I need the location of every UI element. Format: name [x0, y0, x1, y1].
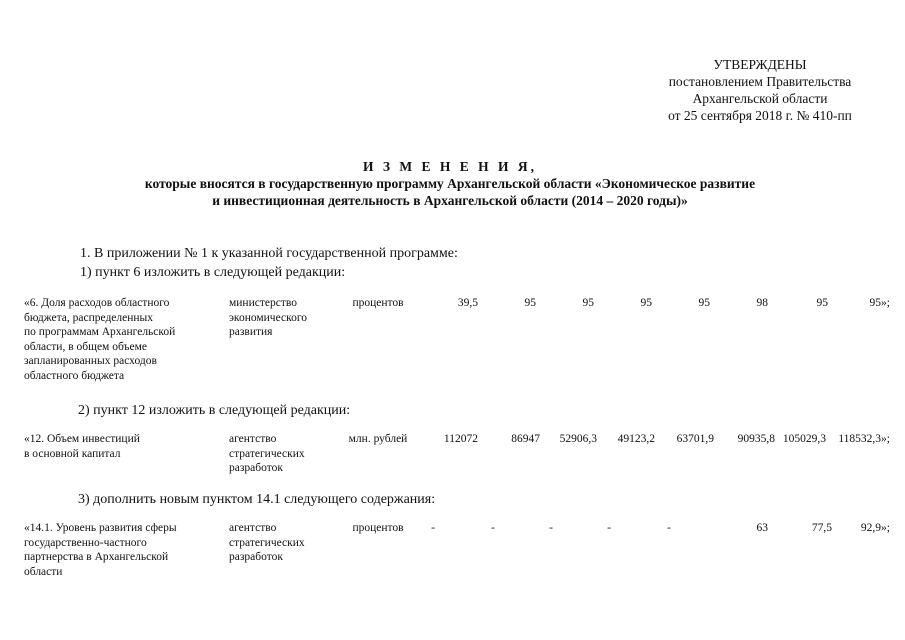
- row-value: 118532,3»;: [838, 433, 890, 445]
- row-name: «12. Объем инвестиций в основной капитал: [24, 433, 140, 460]
- title-subtitle: и инвестиционная деятельность в Архангельской области (2014 – 2020 годы)»: [212, 193, 688, 208]
- row-value: 63701,9: [676, 433, 714, 445]
- paragraph-sub-3: 3) дополнить новым пунктом 14.1 следующего содержания:: [78, 492, 436, 507]
- row-value: 92,9»;: [860, 522, 890, 534]
- row-value: 112072: [443, 433, 478, 445]
- row-value: 86947: [511, 433, 540, 445]
- paragraph-sub-1: 1) пункт 6 изложить в следующей редакции:: [80, 265, 346, 280]
- row-name: «6. Доля расходов областного бюджета, распределенных по программам Архангельской области, в общем объеме запланированных расходов областного бюджета: [24, 297, 176, 382]
- row-responsible: министерство экономического развития: [229, 297, 308, 339]
- paragraph-item-1: 1. В приложении № 1 к указанной государственной программе:: [80, 246, 458, 261]
- row-value: 95: [524, 297, 536, 309]
- row-value: 95: [640, 297, 652, 309]
- row-responsible: агентство стратегических разработок: [229, 433, 305, 475]
- row-value: 63: [756, 522, 768, 534]
- row-unit: млн. рублей: [348, 433, 408, 445]
- row-value: 95: [816, 297, 828, 309]
- title-subtitle: которые вносятся в государственную программу Архангельской области «Экономическое развитие: [144, 176, 756, 191]
- row-value: -: [431, 522, 435, 534]
- row-value: 105029,3: [782, 433, 826, 445]
- row-unit: процентов: [352, 297, 404, 309]
- row-value: 77,5: [811, 522, 832, 534]
- row-value: -: [491, 522, 495, 534]
- row-responsible: агентство стратегических разработок: [229, 522, 305, 564]
- approval-date: от 25 сентября 2018 г. № 410-пп: [668, 108, 852, 123]
- row-value: 95: [698, 297, 710, 309]
- row-value: 98: [756, 297, 768, 309]
- row-value: -: [607, 522, 611, 534]
- row-value: 95»;: [869, 297, 890, 309]
- row-name: «14.1. Уровень развития сферы государственно-частного партнерства в Архангельской области: [24, 522, 177, 578]
- row-unit: процентов: [352, 522, 404, 534]
- row-value: -: [549, 522, 553, 534]
- row-value: 39,5: [457, 297, 478, 309]
- row-value: 95: [582, 297, 594, 309]
- row-value: 49123,2: [617, 433, 655, 445]
- row-value: 52906,3: [559, 433, 597, 445]
- document-title: [60, 158, 840, 209]
- approval-line: Архангельской области: [692, 91, 828, 106]
- row-value: -: [667, 522, 671, 534]
- approval-block: [640, 56, 880, 124]
- approval-title: УТВЕРЖДЕНЫ: [713, 57, 807, 72]
- title-heading: И З М Е Н Е Н И Я,: [362, 159, 537, 174]
- paragraph-sub-2: 2) пункт 12 изложить в следующей редакции:: [78, 403, 351, 418]
- row-value: 90935,8: [737, 433, 775, 445]
- approval-line: постановлением Правительства: [668, 74, 852, 89]
